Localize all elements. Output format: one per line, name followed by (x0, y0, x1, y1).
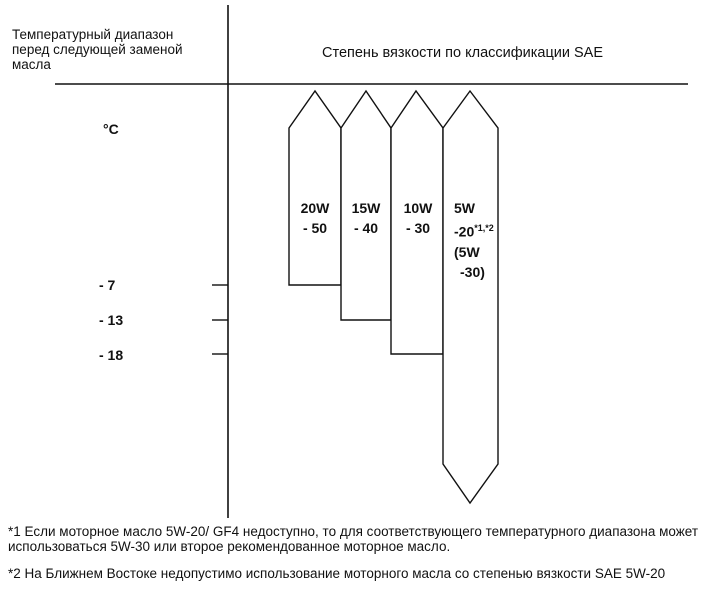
grade-20w-50-line1: 20W (300, 200, 330, 216)
grade-5w-20-line1: 5W (454, 200, 475, 216)
grade-5w-20-line2: $-20^{*1,*2}$ (454, 223, 494, 240)
band-20w-50 (289, 91, 341, 285)
celsius-unit-label: °C (103, 121, 119, 137)
temp-label-minus-18: - 18 (99, 347, 124, 363)
grade-15w-40-line1: 15W (351, 200, 381, 216)
grade-5w-20-footnote-ref: *1,*2 (474, 223, 494, 233)
grade-20w-50-label (291, 198, 339, 238)
grade-15w-40-label (342, 198, 390, 238)
grade-10w-30-line2: - 30 (405, 220, 431, 236)
footnote-1: *1 Если моторное масло 5W-20/ GF4 недоступно, то для соответствующего температурного диапазона может использоваться 5W-30 или второе рекомендованное моторное масло. (8, 524, 699, 554)
grade-5w-20-label (446, 198, 504, 282)
grade-10w-30-label (393, 198, 443, 238)
temp-label-minus-7: - 7 (99, 277, 116, 293)
temperature-range-header: Температурный диапазон перед следующей заменой масла (12, 27, 183, 72)
grade-5w-20-line3: (5W (454, 243, 480, 260)
viscosity-header: Степень вязкости по классификации SAE (322, 45, 604, 61)
temp-label-minus-13: - 13 (99, 312, 124, 328)
grade-10w-30-line1: 10W (403, 200, 433, 216)
grade-20w-50-line2: - 50 (302, 220, 328, 236)
band-5w-20 (443, 91, 498, 503)
grade-15w-40-line2: - 40 (353, 220, 379, 236)
footnote-2: *2 На Ближнем Востоке недопустимо использование моторного масла со степенью вязкости SAE 5W-20 (8, 566, 666, 581)
grade-5w-20-line4: -30) (460, 263, 485, 280)
